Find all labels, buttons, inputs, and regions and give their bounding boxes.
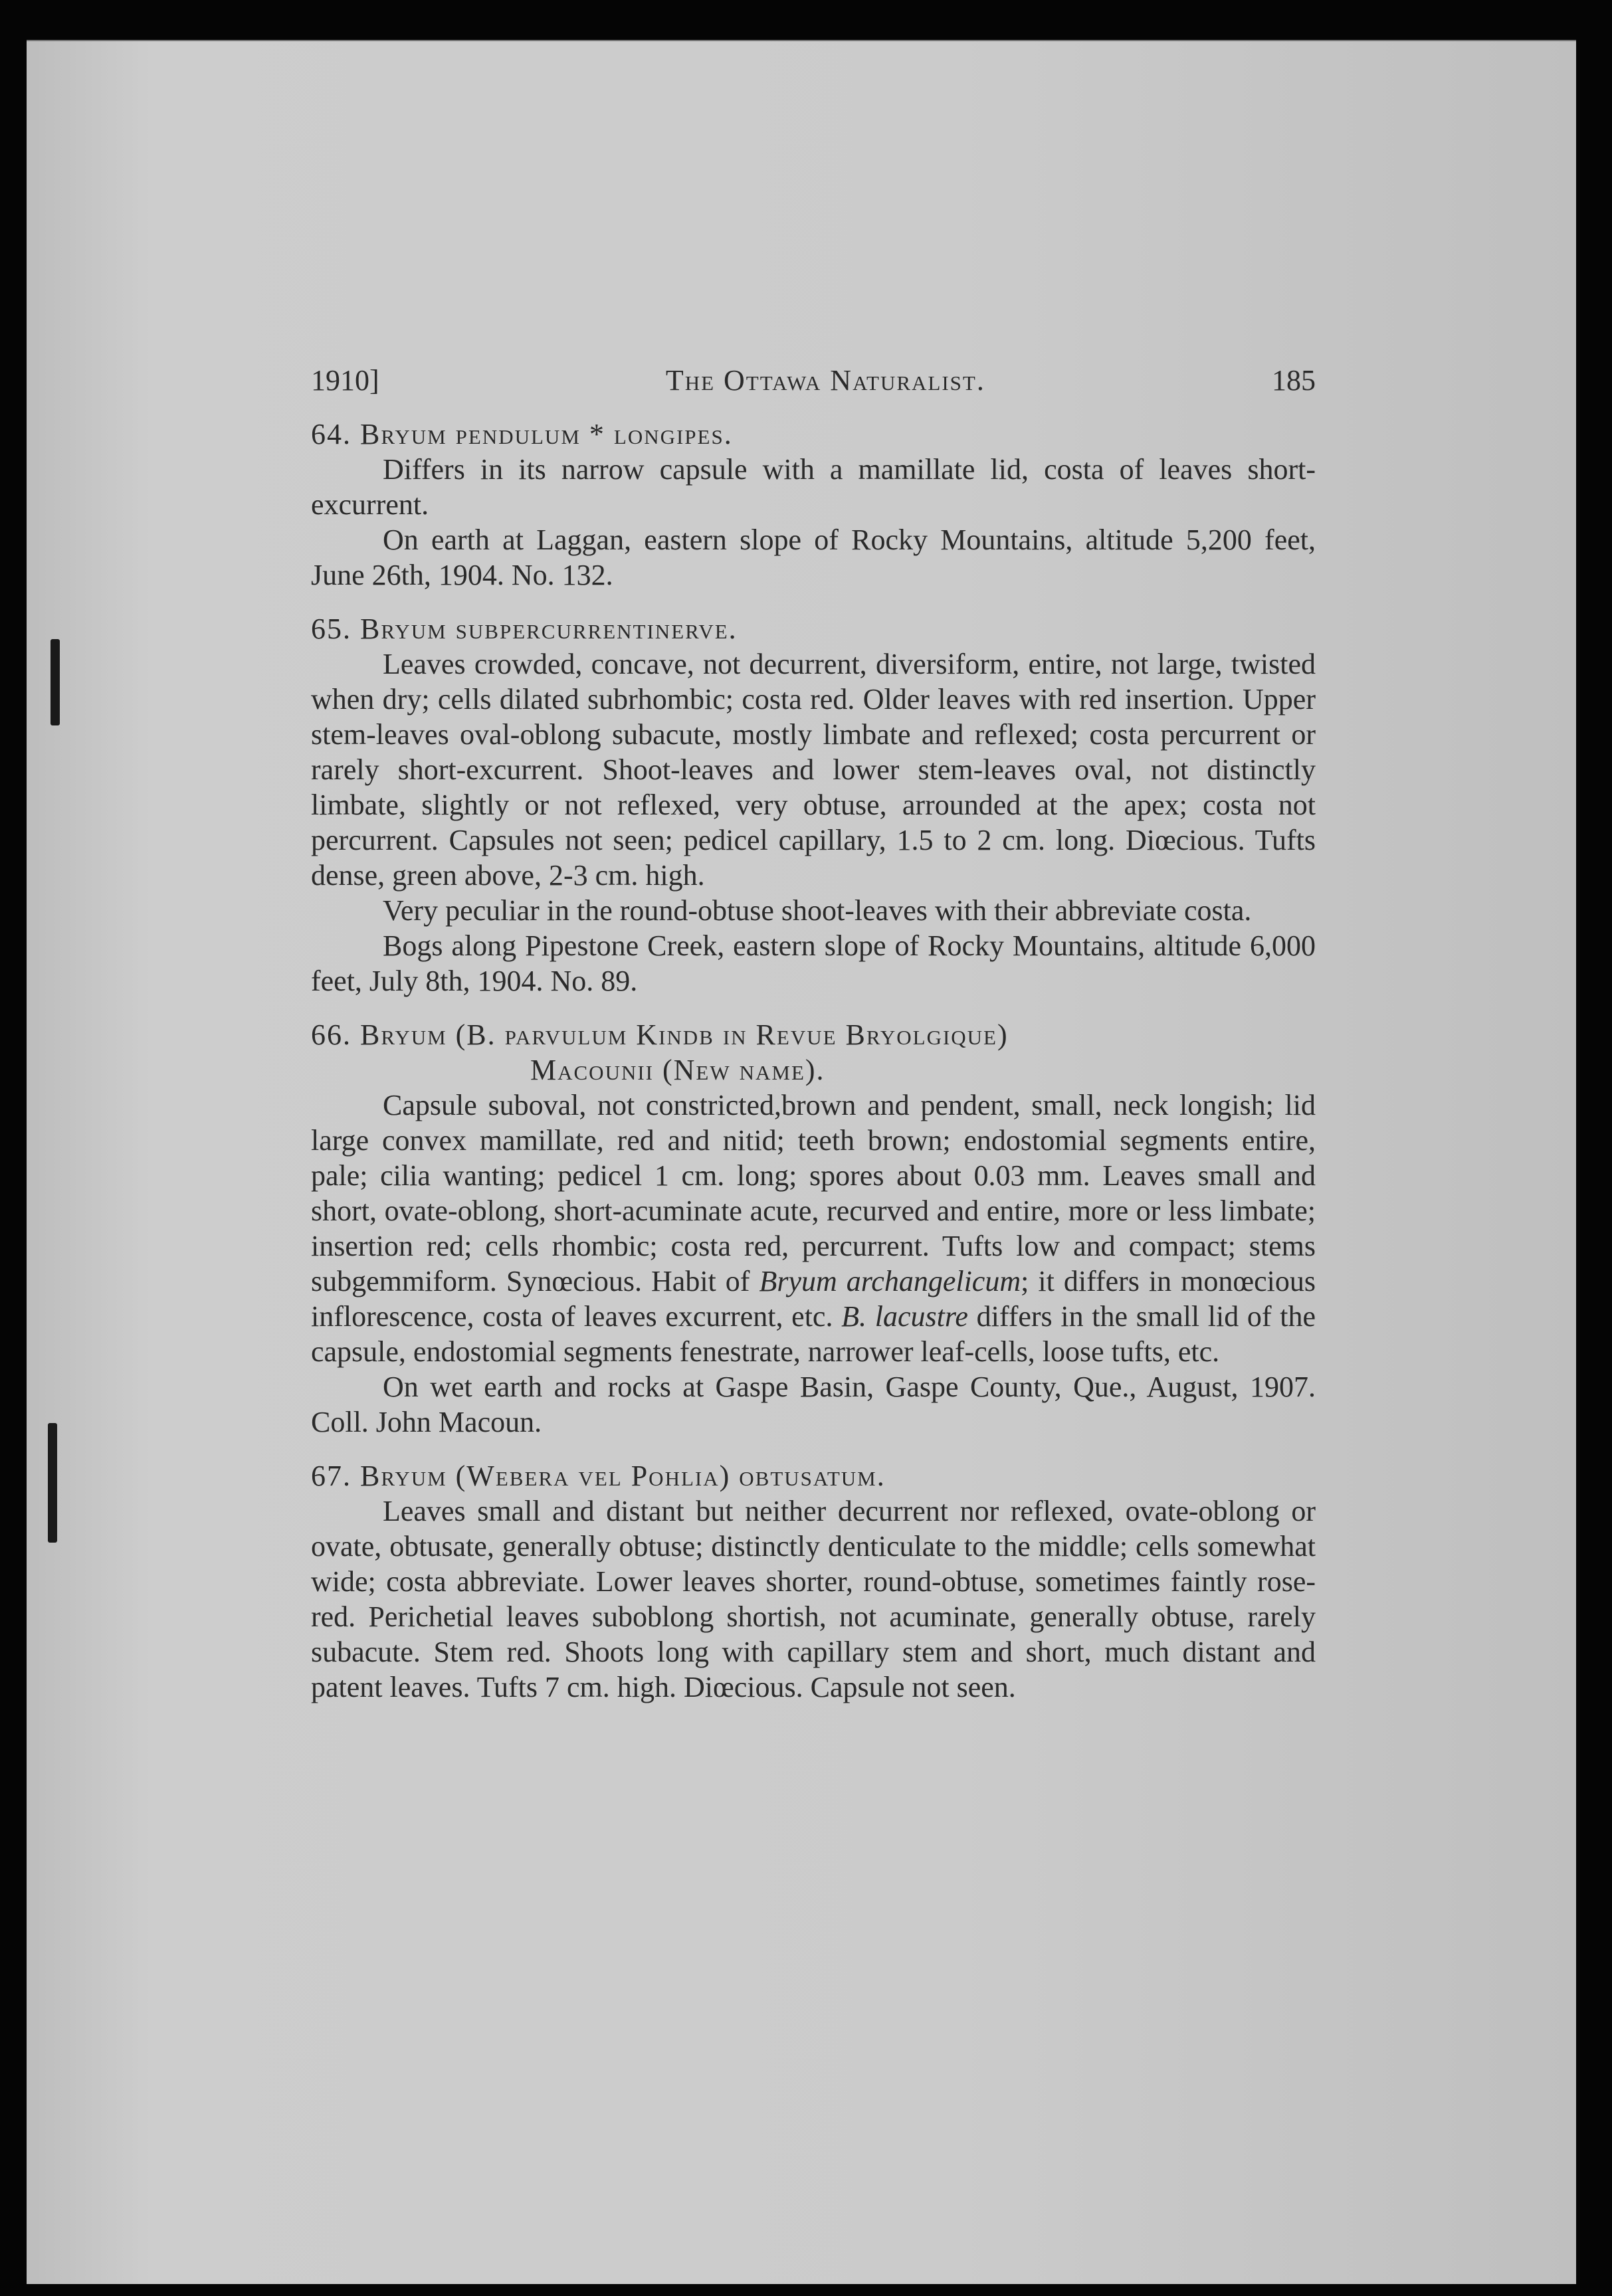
entry-number: 65. [311,613,352,645]
paragraph-text: ; it differs in monœcious inflorescence, costa of leaves excurrent, etc. [311,1265,1316,1333]
entry-number: 64. [311,418,352,450]
entry-title: Bryum (Webera vel Pohlia) obtusatum. [360,1460,886,1492]
paragraph: Very peculiar in the round-obtuse shoot-leaves with their abbreviate costa. [383,894,1252,927]
entry-67 [311,1458,1316,1705]
entry-title-continuation: Macounii (New name). [530,1054,825,1086]
header-year: 1910] [311,364,379,397]
entry-heading [311,417,1316,452]
entry-heading [311,1458,1316,1493]
entry-66 [311,1017,1316,1440]
running-header [311,363,1316,398]
paragraph: Differs in its narrow capsule with a mamillate lid, costa of leaves short-excurrent. [311,453,1316,521]
paragraph [311,1088,1316,1369]
species-name-italic: B. lacustre [841,1300,968,1333]
header-page-number: 185 [1272,364,1316,397]
paragraph: Bogs along Pipestone Creek, eastern slope of Rocky Mountains, altitude 6,000 feet, July 8th, 1904. No. 89. [311,929,1316,997]
binding-mark-lower [48,1423,57,1543]
paragraph: Leaves small and distant but neither decurrent nor reflexed, ovate-oblong or ovate, obtusate, generally obtuse; distinctly denticulate to the middle; cells somewhat wide; costa abbreviate. Lower leaves shorter, round-obtuse, sometimes faintly rose-red. Perichetial leaves suboblong shortish, not acuminate, generally obtuse, rarely subacute. Stem red. Shoots long with capillary stem and short, much distant and patent leaves. Tufts 7 cm. high. Diœcious. Capsule not seen. [311,1495,1316,1703]
page-text [311,363,1316,1705]
entry-heading [311,1017,1316,1052]
entry-64 [311,417,1316,593]
entry-65 [311,611,1316,999]
binding-mark-upper [50,639,60,725]
entry-heading [311,611,1316,646]
paragraph: On earth at Laggan, eastern slope of Rocky Mountains, altitude 5,200 feet, June 26th, 1904. No. 132. [311,524,1316,591]
paragraph-text: Capsule suboval, not constricted,brown and pendent, small, neck longish; lid large convex mamillate, red and nitid; teeth brown; endostomial segments entire, pale; cilia wanting; pedicel 1 cm. long; spores about 0.03 mm. Leaves small and short, ovate-oblong, short-acuminate acute, recurved and entire, more or less limbate; insertion red; cells rhombic; costa red, percurrent. Tufts low and compact; stems subgemmiform. Synœcious. Habit of [311,1089,1316,1297]
species-name-italic: Bryum archangelicum [759,1265,1021,1297]
paragraph: Leaves crowded, concave, not decurrent, diversiform, entire, not large, twisted when dry; cells dilated subrhombic; costa red. Older leaves with red insertion. Upper stem-leaves oval-oblong subacute, mostly limbate and reflexed; costa percurrent or rarely short-excurrent. Shoot-leaves and lower stem-leaves oval, not distinctly limbate, slightly or not reflexed, very obtuse, arrounded at the apex; costa not percurrent. Capsules not seen; pedicel capillary, 1.5 to 2 cm. long. Diœcious. Tufts dense, green above, 2-3 cm. high. [311,648,1316,892]
header-journal-title: The Ottawa Naturalist. [665,364,985,397]
paragraph-text: differs in the small lid of the capsule, endostomial segments fenestrate, narrower leaf-cells, loose tufts, etc. [311,1300,1316,1368]
paragraph: On wet earth and rocks at Gaspe Basin, Gaspe County, Que., August, 1907. Coll. John Macoun. [311,1371,1316,1438]
scanned-page [27,40,1576,2284]
entry-title: Bryum subpercurrentinerve. [360,613,738,645]
entry-title: Bryum pendulum * longipes. [360,418,733,450]
entry-number: 66. [311,1018,352,1051]
entry-title: Bryum (B. parvulum Kindb in Revue Bryolgique) [360,1018,1009,1051]
entry-number: 67. [311,1460,352,1492]
